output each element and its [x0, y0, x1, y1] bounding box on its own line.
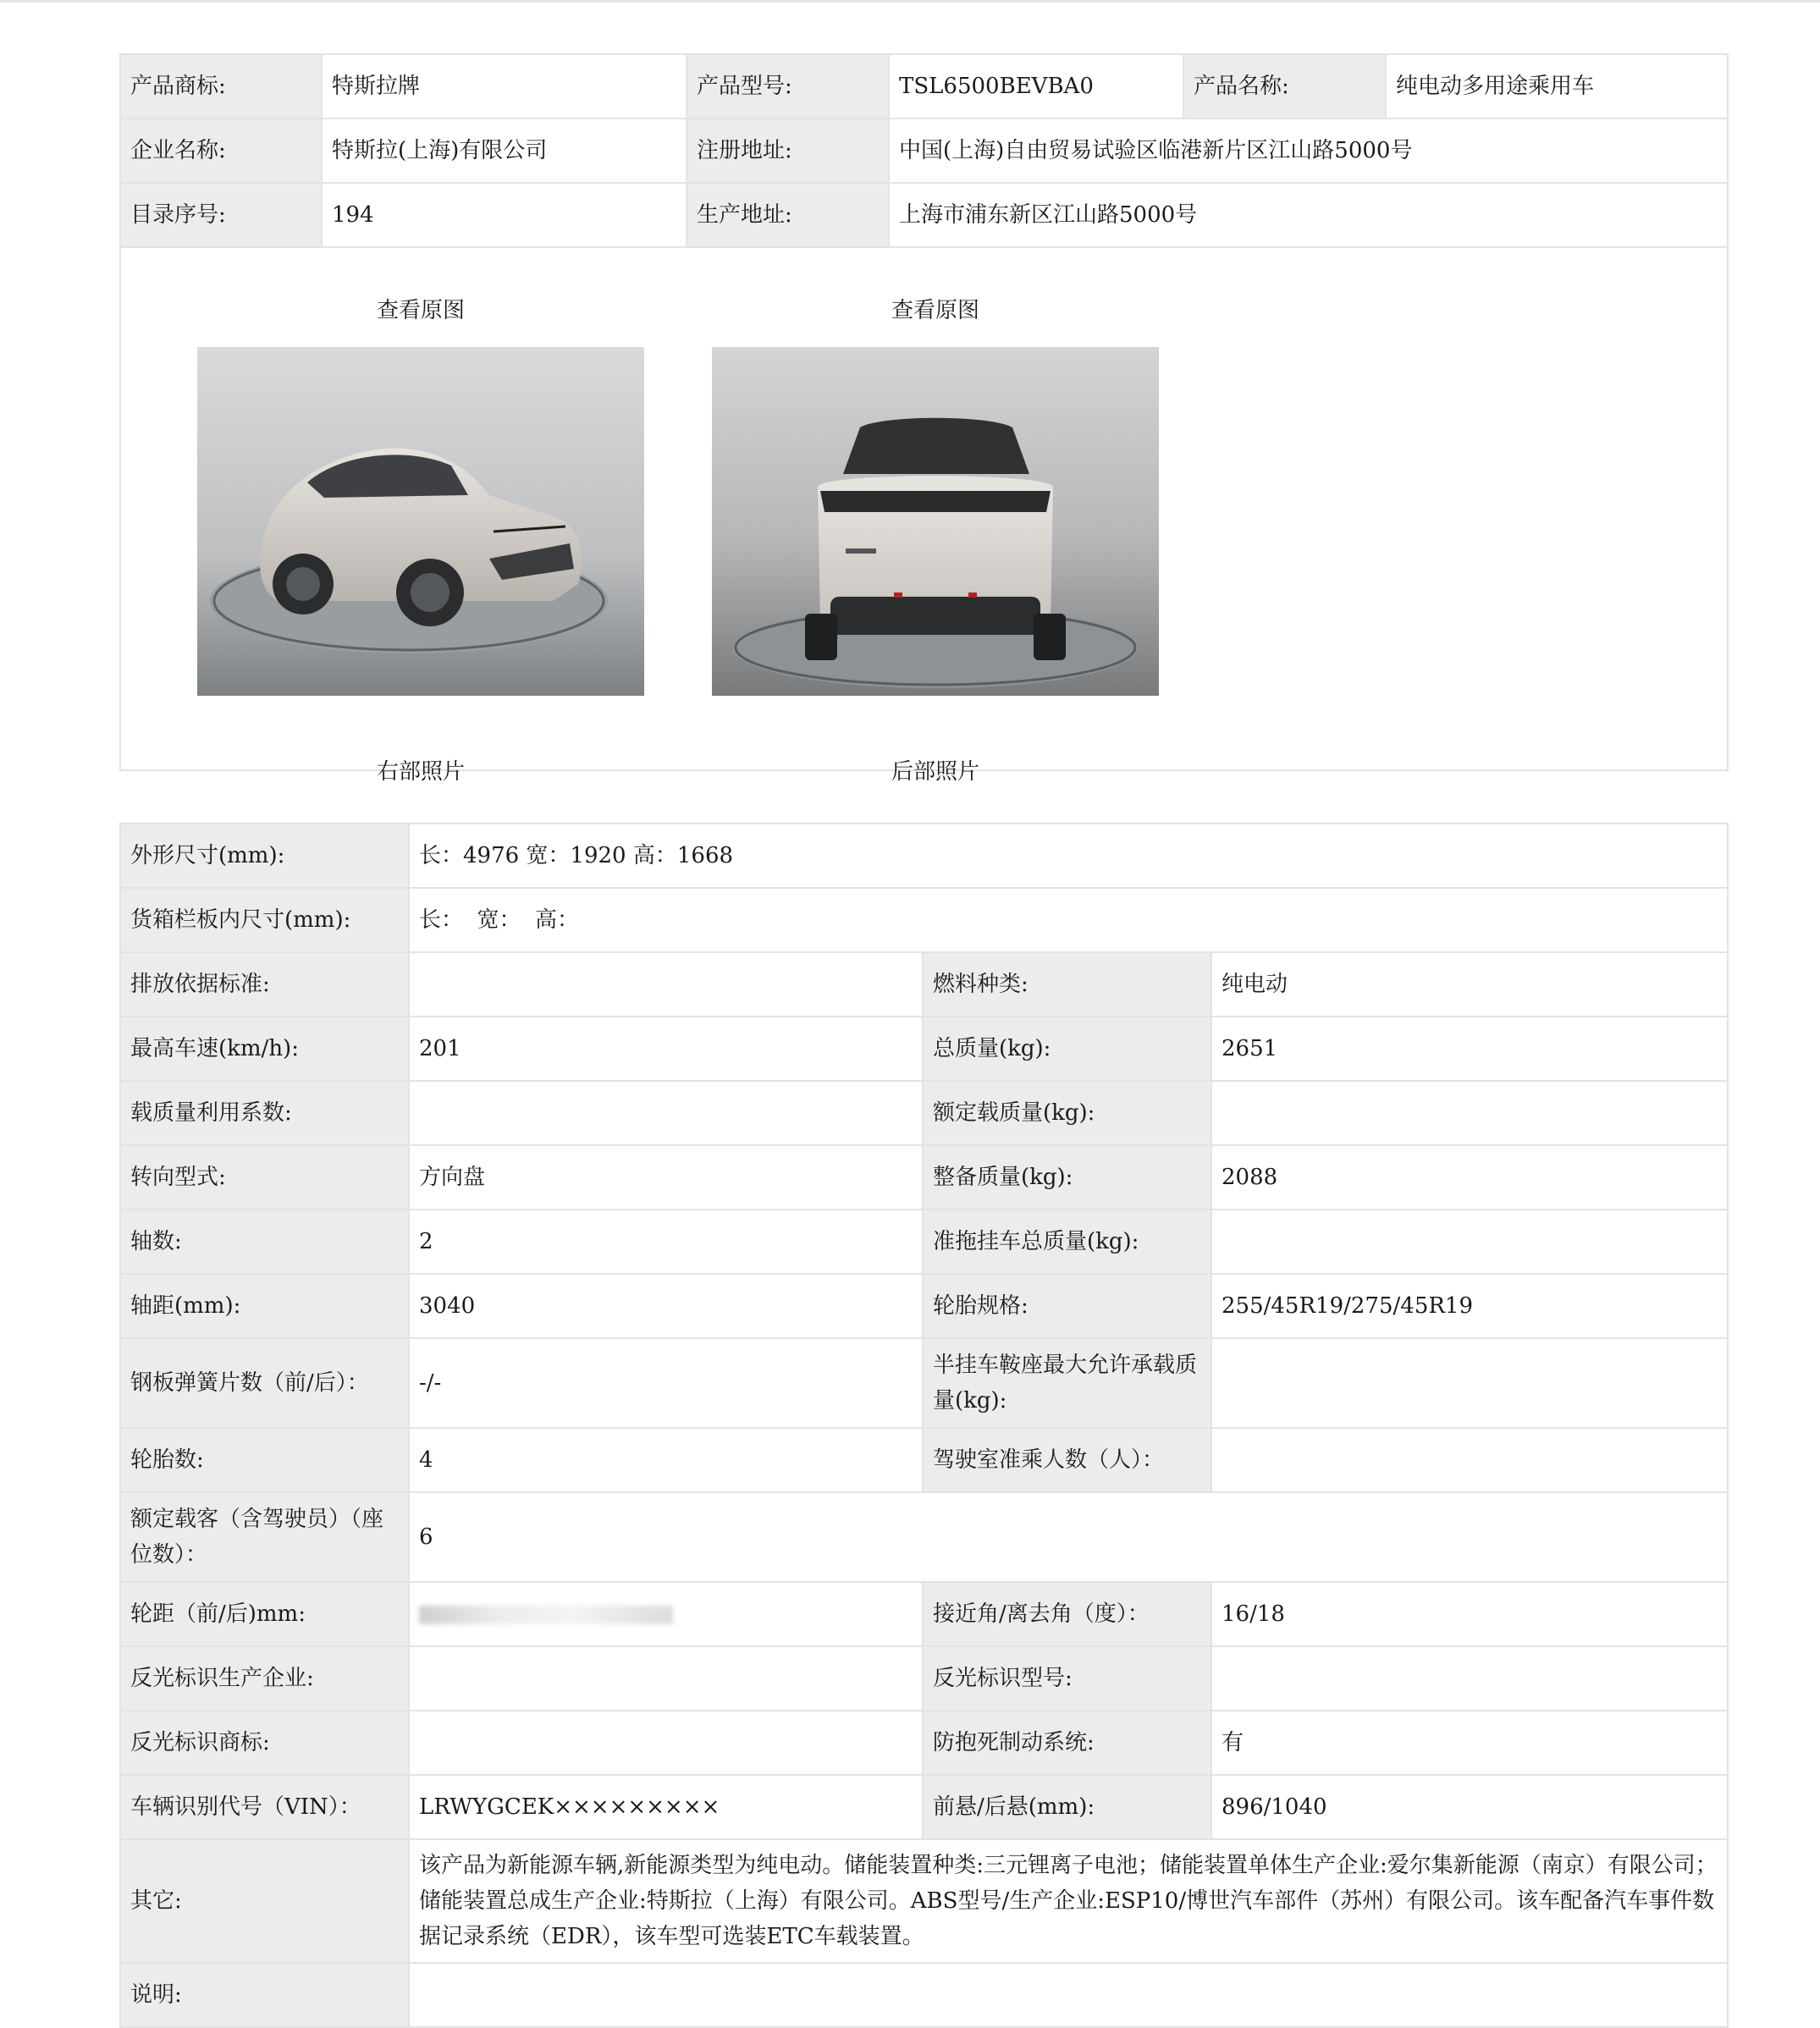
speed-label: 最高车速(km/h): [120, 1017, 409, 1081]
angle-label: 接近角/离去角（度）： [923, 1582, 1211, 1646]
load-coef-value [409, 1081, 923, 1145]
car-rear-photo-icon[interactable] [712, 347, 1159, 696]
catalog-value: 194 [322, 183, 687, 247]
overhang-value: 896/1040 [1211, 1775, 1728, 1839]
fuel-value: 纯电动 [1211, 952, 1728, 1017]
other-value: 该产品为新能源车辆,新能源类型为纯电动。储能装置种类:三元锂离子电池；储能装置单体生产企业:爱尔集新能源（南京）有限公司；储能装置总成生产企业:特斯拉（上海）有限公司。ABS型号/生产企业:ESP10/博世汽车部件（苏州）有限公司。该车配备汽车事件数据记录系统（EDR），该车型可选装ETC车载装置。 [409, 1839, 1728, 1963]
reflector-brand-value [409, 1711, 923, 1775]
view-original-link[interactable]: 查看原图 [891, 298, 979, 323]
emission-label: 排放依据标准: [120, 952, 409, 1017]
cargo-label: 货箱栏板内尺寸(mm): [120, 888, 409, 952]
passengers-label: 额定载客（含驾驶员）（座位数）： [120, 1492, 409, 1582]
springs-value: -/- [409, 1338, 923, 1428]
reflector-model-value [1211, 1646, 1728, 1711]
dims-label: 外形尺寸(mm): [120, 824, 409, 888]
model-value: TSL6500BEVBA0 [889, 54, 1183, 118]
axles-label: 轴数: [120, 1210, 409, 1274]
trademark-label: 产品商标: [120, 54, 322, 118]
photo-caption: 后部照片 [891, 759, 979, 785]
reflector-mfr-value [409, 1646, 923, 1711]
redacted-blur [419, 1606, 673, 1624]
total-mass-label: 总质量(kg): [923, 1017, 1211, 1081]
speed-value: 201 [409, 1017, 923, 1081]
abs-label: 防抱死制动系统: [923, 1711, 1211, 1775]
wheelbase-label: 轴距(mm): [120, 1274, 409, 1338]
trailer-value [1211, 1210, 1728, 1274]
trademark-value: 特斯拉牌 [322, 54, 687, 118]
angle-value: 16/18 [1211, 1582, 1728, 1646]
photo-caption: 右部照片 [376, 759, 465, 785]
prod-addr-label: 生产地址: [687, 183, 889, 247]
reg-addr-label: 注册地址: [687, 118, 889, 183]
photo-section [120, 247, 1728, 785]
steering-value: 方向盘 [409, 1145, 923, 1210]
note-label: 说明: [120, 1963, 409, 2027]
axles-value: 2 [409, 1210, 923, 1274]
product-name-label: 产品名称: [1183, 54, 1386, 118]
vin-label: 车辆识别代号（VIN）： [120, 1775, 409, 1839]
company-label: 企业名称: [120, 118, 322, 183]
abs-value: 有 [1211, 1711, 1728, 1775]
tire-spec-label: 轮胎规格: [923, 1274, 1211, 1338]
reflector-brand-label: 反光标识商标: [120, 1711, 409, 1775]
dims-value: 长：4976 宽：1920 高：1668 [409, 824, 1728, 888]
company-value: 特斯拉(上海)有限公司 [322, 118, 687, 183]
car-right-side-photo-icon[interactable] [197, 347, 644, 696]
view-original-link[interactable]: 查看原图 [376, 298, 465, 323]
specs-table [119, 823, 1729, 2028]
load-coef-label: 载质量利用系数: [120, 1081, 409, 1145]
overhang-label: 前悬/后悬(mm): [923, 1775, 1211, 1839]
curb-mass-label: 整备质量(kg): [923, 1145, 1211, 1210]
emission-value [409, 952, 923, 1017]
vin-value: LRWYGCEK××××××××× [409, 1775, 923, 1839]
reflector-model-label: 反光标识型号: [923, 1646, 1211, 1711]
cab-value [1211, 1428, 1728, 1492]
curb-mass-value: 2088 [1211, 1145, 1728, 1210]
cab-label: 驾驶室准乘人数（人）： [923, 1428, 1211, 1492]
rated-load-value [1211, 1081, 1728, 1145]
saddle-value [1211, 1338, 1728, 1428]
springs-label: 钢板弹簧片数（前/后）： [120, 1338, 409, 1428]
tire-spec-value: 255/45R19/275/45R19 [1211, 1274, 1728, 1338]
wheelbase-value: 3040 [409, 1274, 923, 1338]
saddle-label: 半挂车鞍座最大允许承载质量(kg): [923, 1338, 1211, 1428]
tires-label: 轮胎数: [120, 1428, 409, 1492]
product-info-table [119, 53, 1729, 785]
trailer-label: 准拖挂车总质量(kg): [923, 1210, 1211, 1274]
catalog-label: 目录序号: [120, 183, 322, 247]
tires-value: 4 [409, 1428, 923, 1492]
note-value [409, 1963, 1728, 2027]
reflector-mfr-label: 反光标识生产企业: [120, 1646, 409, 1711]
passengers-value: 6 [409, 1492, 1728, 1582]
steering-label: 转向型式: [120, 1145, 409, 1210]
track-value [409, 1582, 923, 1646]
reg-addr-value: 中国(上海)自由贸易试验区临港新片区江山路5000号 [889, 118, 1728, 183]
top-divider [0, 0, 1820, 3]
track-label: 轮距（前/后)mm: [120, 1582, 409, 1646]
rated-load-label: 额定载质量(kg): [923, 1081, 1211, 1145]
model-label: 产品型号: [687, 54, 889, 118]
product-name-value: 纯电动多用途乘用车 [1386, 54, 1728, 118]
total-mass-value: 2651 [1211, 1017, 1728, 1081]
prod-addr-value: 上海市浦东新区江山路5000号 [889, 183, 1728, 247]
cargo-value: 长： 宽： 高： [409, 888, 1728, 952]
other-label: 其它: [120, 1839, 409, 1963]
fuel-label: 燃料种类: [923, 952, 1211, 1017]
